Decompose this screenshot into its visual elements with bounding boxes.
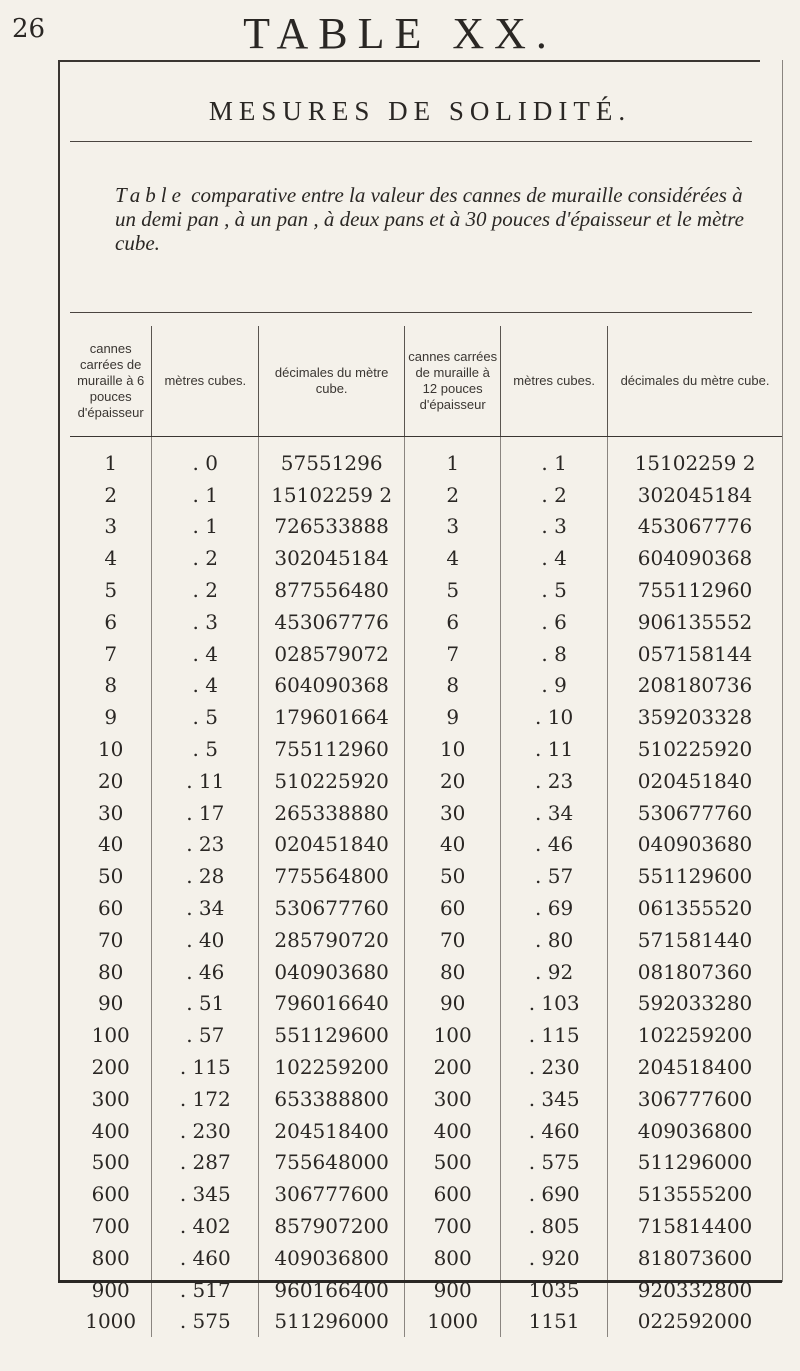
cell-cannes-12: 10 <box>405 733 501 765</box>
table-row <box>70 924 782 956</box>
col-header-metres-1: mètres cubes. <box>152 326 259 437</box>
cell-cannes-6: 1 <box>104 450 118 475</box>
cell-decimales-2: 081807360 <box>608 956 782 988</box>
cell-cannes-12: 6 <box>405 606 501 638</box>
table-row <box>70 733 782 765</box>
title-rule <box>70 141 752 142</box>
cell-metres-1: . 460 <box>152 1242 259 1274</box>
table-row <box>70 1306 782 1338</box>
page-number: 26 <box>12 14 46 44</box>
col-header-metres-2: mètres cubes. <box>501 326 608 437</box>
cell-decimales-2: 920332800 <box>608 1274 782 1306</box>
cell-cannes-6: 70 <box>97 927 124 952</box>
table-row <box>70 1019 782 1051</box>
cell-decimales-1: 285790720 <box>259 924 405 956</box>
table-row <box>70 1115 782 1147</box>
cell-metres-2: . 345 <box>501 1083 608 1115</box>
cell-cannes-6: 4 <box>104 546 118 571</box>
cell-metres-2: . 9 <box>501 670 608 702</box>
cell-metres-2: . 23 <box>501 765 608 797</box>
cell-cannes-12: 50 <box>405 860 501 892</box>
cell-decimales-2: 359203328 <box>608 701 782 733</box>
cell-decimales-2: 906135552 <box>608 606 782 638</box>
cell-decimales-2: 715814400 <box>608 1210 782 1242</box>
cell-decimales-2: 453067776 <box>608 511 782 543</box>
table-row <box>70 437 782 479</box>
cell-decimales-1: 204518400 <box>259 1115 405 1147</box>
conversion-table <box>70 326 782 1337</box>
cell-decimales-2: 551129600 <box>608 860 782 892</box>
cell-cannes-12: 900 <box>405 1274 501 1306</box>
cell-decimales-2: 15102259 2 <box>608 437 782 479</box>
bottom-rule <box>58 1280 782 1283</box>
cell-cannes-6: 1000 <box>85 1309 137 1334</box>
cell-cannes-12: 200 <box>405 1051 501 1083</box>
cell-metres-1: . 402 <box>152 1210 259 1242</box>
table-row <box>70 1242 782 1274</box>
cell-metres-2: . 5 <box>501 574 608 606</box>
cell-metres-1: . 4 <box>152 638 259 670</box>
cell-decimales-2: 511296000 <box>608 1147 782 1179</box>
caption-rule <box>70 312 752 313</box>
cell-cannes-6: 30 <box>97 800 124 825</box>
table-row <box>70 892 782 924</box>
cell-metres-1: . 34 <box>152 892 259 924</box>
cell-decimales-1: 857907200 <box>259 1210 405 1242</box>
cell-metres-2: . 69 <box>501 892 608 924</box>
table-row <box>70 542 782 574</box>
table-row <box>70 988 782 1020</box>
cell-metres-2: . 2 <box>501 479 608 511</box>
cell-decimales-1: 796016640 <box>259 988 405 1020</box>
cell-metres-2: . 460 <box>501 1115 608 1147</box>
cell-decimales-1: 551129600 <box>259 1019 405 1051</box>
table-row <box>70 1147 782 1179</box>
cell-metres-2: . 1 <box>501 437 608 479</box>
cell-cannes-6: 900 <box>91 1277 130 1302</box>
table-row <box>70 797 782 829</box>
cell-metres-2: . 115 <box>501 1019 608 1051</box>
cell-metres-1: . 17 <box>152 797 259 829</box>
cell-decimales-1: 960166400 <box>259 1274 405 1306</box>
cell-decimales-2: 818073600 <box>608 1242 782 1274</box>
cell-decimales-2: 306777600 <box>608 1083 782 1115</box>
cell-decimales-1: 877556480 <box>259 574 405 606</box>
cell-decimales-1: 653388800 <box>259 1083 405 1115</box>
cell-decimales-1: 306777600 <box>259 1178 405 1210</box>
cell-metres-2: . 3 <box>501 511 608 543</box>
cell-decimales-1: 15102259 2 <box>259 479 405 511</box>
cell-metres-1: . 51 <box>152 988 259 1020</box>
cell-metres-1: . 2 <box>152 574 259 606</box>
cell-decimales-1: 755648000 <box>259 1147 405 1179</box>
cell-metres-2: . 805 <box>501 1210 608 1242</box>
cell-cannes-6: 60 <box>97 896 124 921</box>
cell-metres-2: . 80 <box>501 924 608 956</box>
cell-metres-2: . 230 <box>501 1051 608 1083</box>
cell-cannes-6: 9 <box>104 705 118 730</box>
cell-metres-1: . 287 <box>152 1147 259 1179</box>
cell-cannes-12: 5 <box>405 574 501 606</box>
cell-decimales-2: 530677760 <box>608 797 782 829</box>
cell-decimales-1: 179601664 <box>259 701 405 733</box>
cell-cannes-6: 40 <box>97 832 124 857</box>
section-title: MESURES DE SOLIDITÉ. <box>208 96 632 126</box>
caption-text: comparative entre la valeur des cannes de muraille considérées à un demi pan , à un pan , à deux pans et à 30 pouces d'épaisseur et le mètre cube. <box>115 183 744 255</box>
table-row <box>70 606 782 638</box>
cell-cannes-6: 600 <box>91 1182 130 1207</box>
cell-cannes-12: 1 <box>405 437 501 479</box>
cell-metres-1: . 3 <box>152 606 259 638</box>
cell-decimales-2: 208180736 <box>608 670 782 702</box>
cell-decimales-1: 020451840 <box>259 829 405 861</box>
cell-metres-2: . 6 <box>501 606 608 638</box>
cell-decimales-1: 726533888 <box>259 511 405 543</box>
cell-decimales-2: 510225920 <box>608 733 782 765</box>
table-row <box>70 511 782 543</box>
cell-cannes-12: 700 <box>405 1210 501 1242</box>
cell-cannes-6: 7 <box>104 641 118 666</box>
cell-metres-1: . 46 <box>152 956 259 988</box>
cell-metres-1: . 57 <box>152 1019 259 1051</box>
cell-cannes-6: 200 <box>91 1055 130 1080</box>
caption-lead: Table <box>115 183 186 207</box>
cell-cannes-12: 7 <box>405 638 501 670</box>
cell-decimales-1: 604090368 <box>259 670 405 702</box>
cell-cannes-6: 100 <box>91 1023 130 1048</box>
cell-metres-2: . 57 <box>501 860 608 892</box>
table-row <box>70 638 782 670</box>
cell-metres-2: . 11 <box>501 733 608 765</box>
cell-decimales-2: 022592000 <box>608 1306 782 1338</box>
cell-cannes-6: 300 <box>91 1086 130 1111</box>
table-row <box>70 1083 782 1115</box>
cell-decimales-2: 513555200 <box>608 1178 782 1210</box>
cell-decimales-1: 511296000 <box>259 1306 405 1338</box>
cell-cannes-12: 2 <box>405 479 501 511</box>
cell-decimales-2: 604090368 <box>608 542 782 574</box>
cell-cannes-6: 2 <box>104 482 118 507</box>
cell-decimales-1: 040903680 <box>259 956 405 988</box>
cell-decimales-2: 020451840 <box>608 765 782 797</box>
running-head: TABLE XX. <box>243 9 557 58</box>
cell-cannes-6: 800 <box>91 1245 130 1270</box>
cell-metres-2: . 4 <box>501 542 608 574</box>
table-body <box>70 437 782 1338</box>
cell-cannes-12: 400 <box>405 1115 501 1147</box>
cell-decimales-1: 510225920 <box>259 765 405 797</box>
cell-metres-1: . 0 <box>152 437 259 479</box>
cell-metres-1: . 40 <box>152 924 259 956</box>
cell-decimales-2: 571581440 <box>608 924 782 956</box>
cell-metres-1: . 1 <box>152 511 259 543</box>
table-row <box>70 765 782 797</box>
table-row <box>70 1274 782 1306</box>
cell-decimales-1: 028579072 <box>259 638 405 670</box>
cell-metres-1: . 115 <box>152 1051 259 1083</box>
cell-cannes-12: 300 <box>405 1083 501 1115</box>
cell-decimales-1: 409036800 <box>259 1242 405 1274</box>
frame-right-border <box>782 60 783 1282</box>
cell-metres-2: . 92 <box>501 956 608 988</box>
cell-decimales-2: 061355520 <box>608 892 782 924</box>
cell-metres-1: . 2 <box>152 542 259 574</box>
cell-cannes-6: 10 <box>97 737 124 762</box>
cell-decimales-2: 302045184 <box>608 479 782 511</box>
cell-cannes-12: 800 <box>405 1242 501 1274</box>
cell-cannes-6: 90 <box>97 991 124 1016</box>
cell-cannes-6: 8 <box>104 673 118 698</box>
cell-cannes-12: 60 <box>405 892 501 924</box>
cell-decimales-1: 530677760 <box>259 892 405 924</box>
cell-cannes-12: 100 <box>405 1019 501 1051</box>
cell-cannes-6: 700 <box>91 1214 130 1239</box>
cell-metres-1: . 345 <box>152 1178 259 1210</box>
cell-cannes-12: 4 <box>405 542 501 574</box>
cell-metres-2: 1151 <box>501 1306 608 1338</box>
cell-metres-1: . 23 <box>152 829 259 861</box>
cell-metres-1: . 1 <box>152 479 259 511</box>
cell-decimales-2: 204518400 <box>608 1051 782 1083</box>
table-caption <box>115 183 755 255</box>
cell-cannes-12: 8 <box>405 670 501 702</box>
cell-decimales-1: 775564800 <box>259 860 405 892</box>
table-row <box>70 860 782 892</box>
table-row <box>70 829 782 861</box>
cell-metres-2: . 46 <box>501 829 608 861</box>
cell-metres-1: . 5 <box>152 733 259 765</box>
cell-cannes-6: 80 <box>97 959 124 984</box>
cell-decimales-2: 592033280 <box>608 988 782 1020</box>
col-header-cannes-6: cannes carrées de muraille à 6 pouces d'épaisseur <box>70 326 152 437</box>
cell-cannes-6: 20 <box>97 768 124 793</box>
cell-metres-2: . 34 <box>501 797 608 829</box>
table-row <box>70 956 782 988</box>
cell-cannes-12: 20 <box>405 765 501 797</box>
cell-decimales-2: 409036800 <box>608 1115 782 1147</box>
table-row <box>70 1051 782 1083</box>
cell-metres-1: . 517 <box>152 1274 259 1306</box>
col-header-decimales-2: décimales du mètre cube. <box>608 326 782 437</box>
cell-decimales-1: 57551296 <box>259 437 405 479</box>
cell-cannes-12: 3 <box>405 511 501 543</box>
cell-cannes-12: 30 <box>405 797 501 829</box>
cell-decimales-2: 040903680 <box>608 829 782 861</box>
table-row <box>70 479 782 511</box>
cell-decimales-1: 302045184 <box>259 542 405 574</box>
cell-metres-2: . 103 <box>501 988 608 1020</box>
cell-cannes-6: 400 <box>91 1118 130 1143</box>
cell-metres-2: . 575 <box>501 1147 608 1179</box>
cell-cannes-6: 6 <box>104 609 118 634</box>
cell-cannes-6: 5 <box>104 578 118 603</box>
cell-decimales-1: 265338880 <box>259 797 405 829</box>
table-header-row <box>70 326 782 437</box>
header-rule <box>58 60 760 62</box>
table-row <box>70 1178 782 1210</box>
cell-metres-1: . 11 <box>152 765 259 797</box>
cell-metres-1: . 4 <box>152 670 259 702</box>
cell-cannes-6: 50 <box>97 864 124 889</box>
cell-cannes-12: 9 <box>405 701 501 733</box>
cell-cannes-12: 90 <box>405 988 501 1020</box>
col-header-cannes-12: cannes carrées de muraille à 12 pouces d'épaisseur <box>405 326 501 437</box>
cell-decimales-2: 755112960 <box>608 574 782 606</box>
cell-cannes-6: 3 <box>104 514 118 539</box>
cell-cannes-12: 40 <box>405 829 501 861</box>
cell-metres-2: . 920 <box>501 1242 608 1274</box>
cell-cannes-12: 500 <box>405 1147 501 1179</box>
cell-metres-1: . 230 <box>152 1115 259 1147</box>
table-row <box>70 701 782 733</box>
cell-metres-1: . 5 <box>152 701 259 733</box>
cell-decimales-2: 102259200 <box>608 1019 782 1051</box>
cell-decimales-1: 453067776 <box>259 606 405 638</box>
cell-metres-2: 1035 <box>501 1274 608 1306</box>
cell-cannes-12: 600 <box>405 1178 501 1210</box>
cell-metres-2: . 690 <box>501 1178 608 1210</box>
cell-decimales-1: 102259200 <box>259 1051 405 1083</box>
cell-metres-1: . 575 <box>152 1306 259 1338</box>
cell-decimales-1: 755112960 <box>259 733 405 765</box>
cell-cannes-12: 1000 <box>405 1306 501 1338</box>
cell-metres-1: . 28 <box>152 860 259 892</box>
cell-metres-1: . 172 <box>152 1083 259 1115</box>
table-row <box>70 1210 782 1242</box>
cell-cannes-6: 500 <box>91 1150 130 1175</box>
table-row <box>70 574 782 606</box>
table-row <box>70 670 782 702</box>
cell-metres-2: . 8 <box>501 638 608 670</box>
frame-left-border <box>58 60 60 1282</box>
col-header-decimales-1: décimales du mètre cube. <box>259 326 405 437</box>
cell-cannes-12: 70 <box>405 924 501 956</box>
cell-metres-2: . 10 <box>501 701 608 733</box>
cell-decimales-2: 057158144 <box>608 638 782 670</box>
cell-cannes-12: 80 <box>405 956 501 988</box>
